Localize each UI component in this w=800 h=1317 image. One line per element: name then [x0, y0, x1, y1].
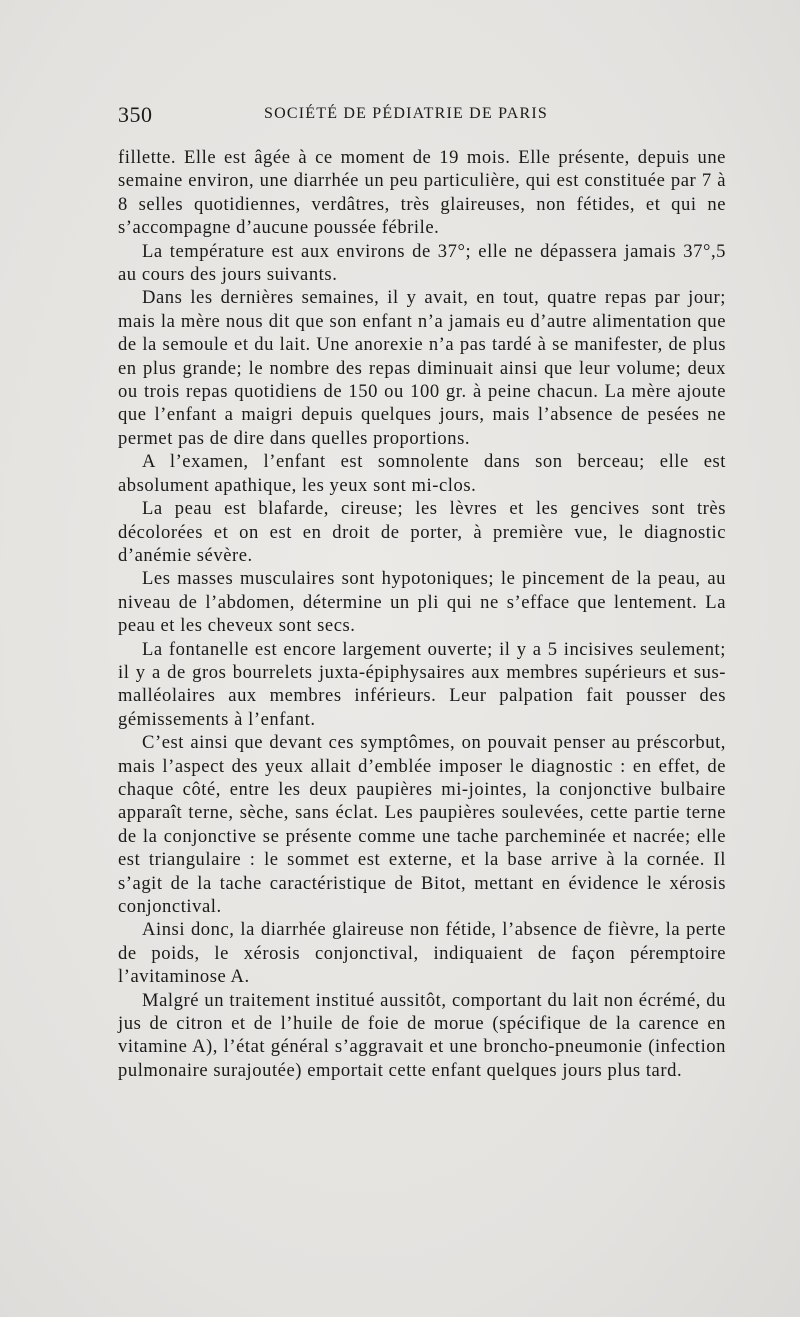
- paragraph: Les masses musculaires sont hypotoniques; le pincement de la peau, au niveau de l’abdomen, détermine un pli qui ne s’efface que lentement. La peau et les cheveux sont secs.: [118, 568, 726, 637]
- paragraph: La peau est blafarde, cireuse; les lèvres et les gencives sont très décolorées et on est en droit de porter, à première vue, le diagnostic d’anémie sévère.: [118, 498, 726, 566]
- page-header: [118, 102, 730, 132]
- page-number: 350: [118, 102, 153, 127]
- paragraph: Ainsi donc, la diarrhée glaireuse non fétide, l’absence de fièvre, la perte de poids, le xérosis conjonctival, indiquaient de façon péremptoire l’avitaminose A.: [118, 919, 726, 988]
- paragraph: A l’examen, l’enfant est somnolente dans son berceau; elle est absolument apathique, les yeux sont mi-clos.: [118, 451, 726, 496]
- paragraph: Malgré un traitement institué aussitôt, comportant du lait non écrémé, du jus de citron et de l’huile de foie de morue (spécifique de la carence en vitamine A), l’état général s’aggravait et une broncho-pneumonie (infection pulmonaire surajoutée) emportait cette enfant quelques jours plus tard.: [118, 989, 726, 1081]
- paragraph: fillette. Elle est âgée à ce moment de 19 mois. Elle présente, depuis une semaine environ, une diarrhée un peu particulière, qui est constituée par 7 à 8 selles quotidiennes, verdâtres, très glaireuses, non fétides, et qui ne s’accompagne d’aucune poussée fébrile.: [118, 147, 726, 239]
- body-text: [118, 146, 726, 1082]
- paragraph: Dans les dernières semaines, il y avait, en tout, quatre repas par jour; mais la mère nous dit que son enfant n’a jamais eu d’autre alimentation que de la semoule et du lait. Une anorexie n’a pas tardé à se manifester, de plus en plus grande; le nombre des repas diminuait ainsi que leur volume; deux ou trois repas quotidiens de 150 ou 100 gr. à peine chacun. La mère ajoute que l’enfant a maigri depuis quelques jours, mais l’absence de pesées ne permet pas de dire dans quelles proportions.: [118, 287, 726, 449]
- paragraph: La fontanelle est encore largement ouverte; il y a 5 incisives seulement; il y a de gros bourrelets juxta-épiphysaires aux membres supérieurs et sus-malléolaires aux membres inférieurs. Leur palpation fait pousser des gémissements à l’enfant.: [118, 638, 726, 730]
- paragraph: La température est aux environs de 37°; elle ne dépassera jamais 37°,5 au cours des jours suivants.: [118, 240, 726, 286]
- paragraph: C’est ainsi que devant ces symptômes, on pouvait penser au préscorbut, mais l’aspect des yeux allait d’emblée imposer le diagnostic : en effet, de chaque côté, entre les deux paupières mi-jointes, la conjonctive bulbaire apparaît terne, sèche, sans éclat. Les paupières soulevées, cette partie terne de la conjonctive se présente comme une tache parcheminée et nacrée; elle est triangulaire : le sommet est externe, et la base arrive à la cornée. Il s’agit de la tache caractéristique de Bitot, mettant en évidence le xérosis conjonctival.: [118, 732, 726, 917]
- running-title: SOCIÉTÉ DE PÉDIATRIE DE PARIS: [264, 105, 548, 122]
